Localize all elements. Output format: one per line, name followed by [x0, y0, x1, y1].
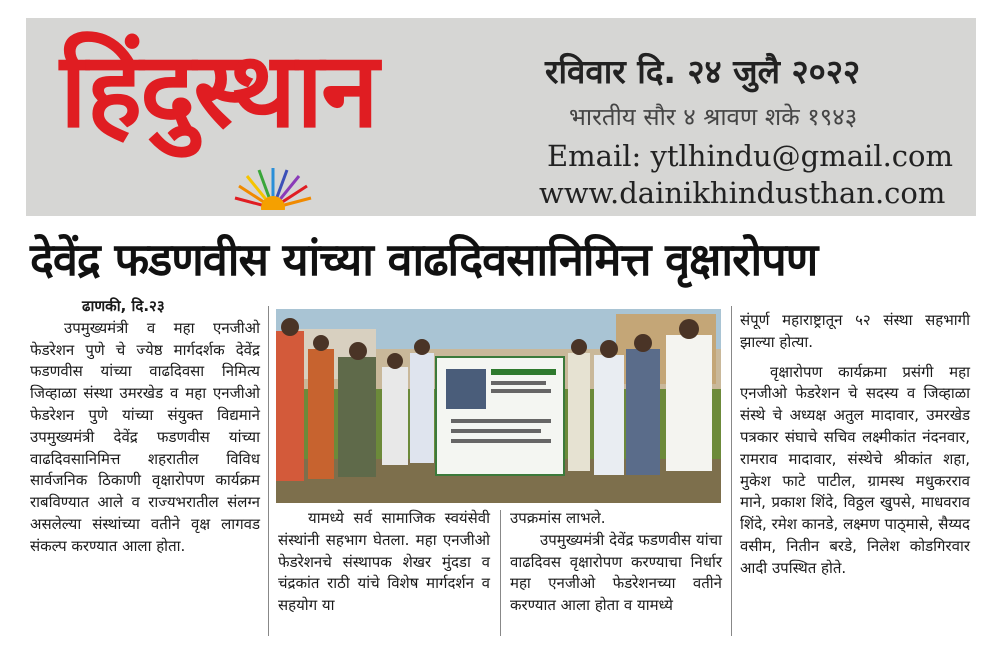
column-divider	[731, 306, 732, 636]
article-column-2	[278, 508, 490, 617]
article-paragraph: वृक्षारोपण कार्यक्रमा प्रसंगी महा एनजीओ फेडरेशन चे सदस्य व जिव्हाळा संस्थे चे अध्यक्ष अतुल मादावार, उमरखेड पत्रकार संघाचे सचिव लक्ष्मीकांत नंदनवार, रामराव मादावार, संस्थेचे श्रीकांत शहा, मुकेश फाटे पाटील, ग्रामस्थ मधुकरराव माने, प्रकाश शिंदे, विठ्ठल खुपसे, माधवराव शिंदे, रमेश कानडे, लक्ष्मण पाठ्मासे, सैय्यद वसीम, नितीन बरडे, निलेश कोडगिरवार आदी उपस्थित होते.	[740, 362, 970, 577]
article-column-1	[30, 296, 260, 558]
saur-date: भारतीय सौर ४ श्रावण शके १९४३	[569, 103, 858, 131]
article-column-4	[740, 310, 970, 580]
issue-date: रविवार दि. २४ जुलै २०२२	[545, 52, 861, 91]
article-column-3	[510, 508, 722, 617]
rising-sun-icon	[231, 168, 315, 210]
article-paragraph: उपमुख्यमंत्री व महा एनजीओ फेडरेशन पुणे चे ज्येष्ठ मार्गदर्शक देवेंद्र फडणवीस यांच्या वाढदिवसा निमित्य जिव्हाळा संस्था उमरखेड व महा एनजीओ फेडरेशन पुणे यांच्या संयुक्त विद्यमाने उपमुख्यमंत्री देवेंद्र फडणवीस यांच्या वाढदिवसानिमित्त शहरातील विविध सार्वजनिक ठिकाणी वृक्षारोपण कार्यक्रम राबविण्यात आले व राज्यभरातील संलग्न असलेल्या संस्थांच्या वतीने वृक्ष लागवड संकल्प करण्यात आला होता.	[30, 318, 260, 555]
event-photo	[276, 309, 721, 503]
website-address: www.dainikhindusthan.com	[539, 176, 946, 210]
column-divider	[500, 510, 501, 636]
masthead	[26, 18, 976, 216]
contact-email: Email: ytlhindu@gmail.com	[547, 139, 953, 173]
article-paragraph: उपक्रमांस लाभले.	[510, 509, 606, 527]
dateline: ढाणकी, दि.२३	[82, 297, 165, 315]
column-divider	[268, 306, 269, 636]
article-headline: देवेंद्र फडणवीस यांच्या वाढदिवसानिमित्त वृक्षारोपण	[30, 233, 818, 286]
article-paragraph: उपमुख्यमंत्री देवेंद्र फडणवीस यांचा वाढदिवस वृक्षारोपण करण्याचा निर्धार महा एनजीओ फेडरेशनच्या वतीने करण्यात आला होता व यामध्ये	[510, 530, 722, 615]
article-paragraph: यामध्ये सर्व सामाजिक स्वयंसेवी संस्थांनी सहभाग घेतला. महा एनजीओ फेडरेशनचे संस्थापक शेखर मुंदडा व चंद्रकांत राठी यांचे विशेष मार्गदर्शन व सहयोग या	[278, 509, 490, 615]
article-paragraph: संपूर्ण महाराष्ट्रातून ५२ संस्था सहभागी झाल्या होत्या.	[740, 311, 970, 351]
newspaper-logo: हिंदुस्थान	[60, 29, 377, 151]
